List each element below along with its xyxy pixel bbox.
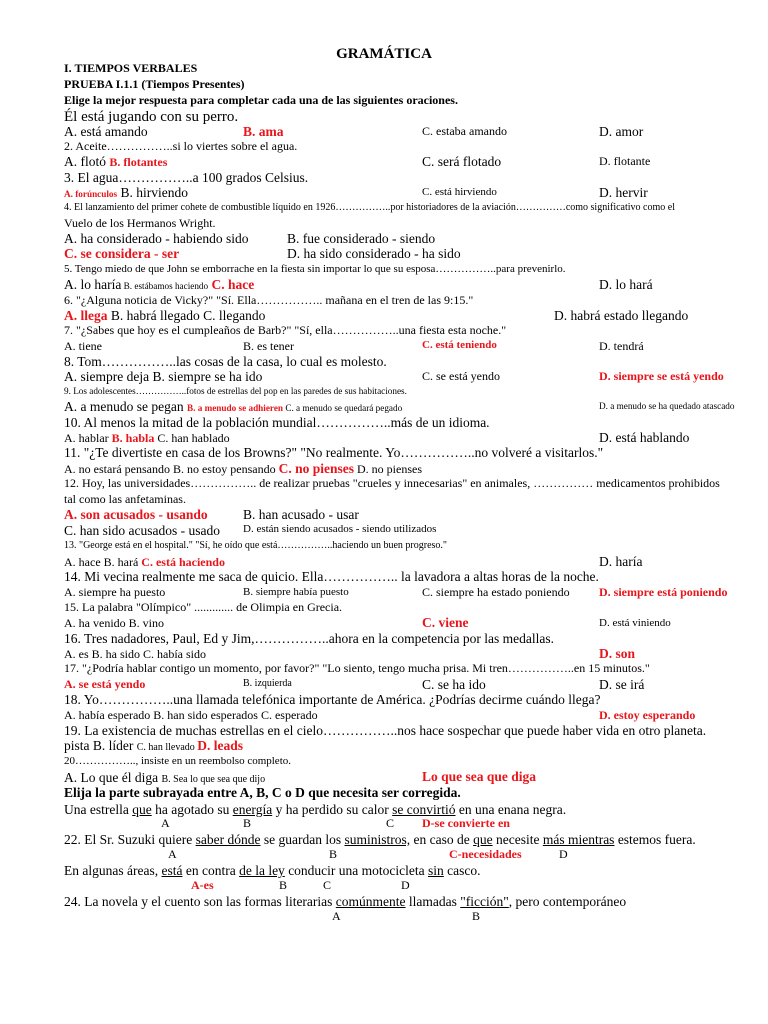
question-stem: 19. La existencia de muchas estrellas en el cielo……………..nos hace sospechar que puede haber vida en otro planeta. [64, 723, 707, 738]
option-d: D. está viniendo [599, 617, 671, 629]
option-d: D. flotante [599, 154, 651, 168]
option-d: D. habrá estado llegando [554, 308, 689, 323]
option-d: D. está hablando [599, 430, 690, 445]
question-stem: 14. Mi vecina realmente me saca de quicio. Ella…………….. la lavadora a altas horas de la noche. [64, 569, 599, 584]
options-ab: A. ha venido B. vino [64, 616, 164, 630]
option-d: D. haría [599, 554, 643, 569]
option-b: B. fue considerado - siendo [287, 231, 436, 246]
options-ab: A. siempre deja B. siempre se ha ido [64, 369, 263, 384]
question-24-sentence: 24. La novela y el cuento son las formas literarias comúnmente llamadas "ficción", pero contemporáneo [64, 894, 627, 909]
option-c-answer: C. está teniendo [422, 339, 497, 351]
option-d-answer: D. siempre se está yendo [599, 369, 724, 383]
option-c: C. se ha ido [422, 677, 486, 692]
label-c: C [323, 878, 332, 892]
option-c-answer: C. se considera - ser [64, 246, 180, 261]
test-heading: PRUEBA I.1.1 (Tiempos Presentes) [64, 77, 245, 91]
question-23-sentence: En algunas áreas, está en contra de la ley conducir una motocicleta sin casco. [64, 863, 481, 878]
option-d: D. hervir [599, 185, 648, 200]
label-d: D [401, 878, 410, 892]
question-stem: 6. "¿Alguna noticia de Vicky?" "Sí. Ella…………….. mañana en el tren de las 9:15." [64, 293, 474, 307]
option-c: C. se está yendo [422, 369, 500, 383]
question-stem: 12. Hoy, las universidades…………….. de realizar pruebas "crueles y innecesarias" en animales, …………… medicamentos prohibidos [64, 476, 720, 490]
label-a: A [332, 909, 341, 923]
question-stem: 3. El agua……………..a 100 grados Celsius. [64, 170, 309, 185]
option-a-answer: A. llega [64, 308, 108, 323]
question-22-sentence: 22. El Sr. Suzuki quiere saber dónde se guardan los suministros, en caso de que necesite más mientras estemos fuera. [64, 832, 696, 847]
option-b-answer: B. habla [111, 431, 155, 445]
option-a: A. ha considerado - habiendo sido [64, 231, 249, 246]
label-a-answer: A-es [191, 878, 214, 892]
section-heading: I. TIEMPOS VERBALES [64, 61, 198, 75]
question-stem: 13. "George está en el hospital." "Sí, he oído que está……………..haciendo un buen progreso." [64, 540, 448, 551]
option-d-answer: D. estoy esperando [599, 708, 696, 722]
question-stem: 4. El lanzamiento del primer cohete de combustible líquido en 1926……………..por historiadores de la aviación……………como significativo como el [64, 202, 675, 213]
question-stem: 2. Aceite……………..si lo viertes sobre el agua. [64, 139, 298, 153]
label-d-answer: D-se convierte en [422, 816, 510, 830]
option-d: D. ha sido considerado - ha sido [287, 246, 461, 261]
label-b: B [279, 878, 288, 892]
question-stem: 7. "¿Sabes que hoy es el cumpleaños de Barb?" "Sí, ella……………..una fiesta esta noche." [64, 323, 507, 337]
question-stem: 18. Yo……………..una llamada telefónica importante de América. ¿Podrías decirme cuándo llega? [64, 692, 601, 707]
option-c: C. será flotado [422, 154, 502, 169]
question-stem: 17. "¿Podría hablar contigo un momento, por favor?" "Lo siento, tengo mucha prisa. Mi tren……………..en 15 minutos." [64, 661, 650, 675]
question-stem: Él está jugando con su perro. [64, 109, 239, 125]
label-d: D [559, 847, 568, 861]
options-abcd: A. no estará pensando B. no estoy pensando C. no pienses D. no pienses [64, 461, 423, 476]
option-b: B. han acusado - usar [243, 507, 359, 522]
option-d: D. amor [599, 124, 644, 139]
options-abcd: pista B. líder C. han llevado D. leads [64, 738, 244, 753]
question-stem: 8. Tom……………..las cosas de la casa, lo cual es molesto. [64, 354, 387, 369]
question-stem: 9. Los adolescentes……………..fotos de estrellas del pop en las paredes de sus habitaciones. [64, 386, 407, 396]
label-a: A [161, 816, 170, 830]
option-b: B. izquierda [243, 678, 292, 689]
option-a: A. flotó B. flotantes [64, 154, 168, 169]
options-abc: A. hablar B. habla C. han hablado [64, 431, 230, 445]
option-a-answer: A. son acusados - usando [64, 507, 208, 522]
option-c: C. han sido acusados - usado [64, 523, 220, 538]
question-stem: 5. Tengo miedo de que John se emborrache en la fiesta sin importar lo que su esposa……………..para prevenirlo. [64, 263, 566, 275]
question-stem: 11. "¿Te divertiste en casa de los Browns?" "No realmente. Yo……………..no volveré a visitarlos." [64, 445, 604, 460]
option-a-answer: A. se está yendo [64, 677, 146, 691]
option-d: D. lo hará [599, 277, 653, 292]
option-c: C. estaba amando [422, 124, 507, 138]
label-c-answer: C-necesidades [449, 847, 522, 861]
question-stem: 10. Al menos la mitad de la población mundial……………..más de un idioma. [64, 415, 490, 430]
label-b: B [329, 847, 338, 861]
option-c-answer: C. no pienses [278, 461, 355, 476]
option-d-answer: D. son [599, 646, 636, 661]
label-c: C [386, 816, 395, 830]
option-c: C. siempre ha estado poniendo [422, 585, 570, 599]
options-abc: A. hace B. hará C. está haciendo [64, 555, 225, 569]
label-b: B [243, 816, 252, 830]
option-a: A. tiene [64, 339, 102, 353]
instruction: Elige la mejor respuesta para completar cada una de las siguientes oraciones. [64, 93, 458, 107]
option-d-answer: D. siempre está poniendo [599, 585, 728, 599]
option-b-answer: B. flotantes [109, 155, 168, 169]
options-ab: A. Lo que él diga B. Sea lo que sea que dijo [64, 770, 266, 785]
question-stem: 15. La palabra "Olímpico" ............. de Olimpia en Grecia. [64, 600, 343, 614]
option-a-answer: A. forúnculos [64, 189, 118, 199]
option-c-answer: C. viene [422, 615, 469, 630]
label-a: A [168, 847, 177, 861]
option-d-answer: Lo que sea que diga [422, 769, 537, 784]
option-c-answer: C. hace [211, 277, 255, 292]
option-a: A. siempre ha puesto [64, 585, 166, 599]
options-abc: A. a menudo se pegan B. a menudo se adhieren C. a menudo se quedará pegado [64, 399, 403, 414]
option-d: D. se irá [599, 677, 645, 692]
options-abc: A. es B. ha sido C. había sido [64, 647, 206, 661]
option-b: B. es tener [243, 339, 294, 353]
question-stem: 16. Tres nadadores, Paul, Ed y Jim,……………..ahora en la competencia por las medallas. [64, 631, 555, 646]
option-c-answer: C. está haciendo [141, 555, 225, 569]
options-abc: A. llega B. habrá llegado C. llegando [64, 308, 266, 323]
section-instruction: Elija la parte subrayada entre A, B, C o D que necesita ser corregida. [64, 785, 461, 800]
option-d: D. a menudo se ha quedado atascado [599, 401, 735, 411]
options-abc: A. lo haría B. estábamos haciendo C. hace [64, 277, 255, 292]
question-stem-cont: Vuelo de los Hermanos Wright. [64, 216, 216, 230]
option-a: A. está amando [64, 124, 148, 139]
option-b: B. siempre había puesto [243, 586, 349, 598]
option-d: D. están siendo acusados - siendo utilizados [243, 523, 437, 535]
question-stem: 20…………….., insiste en un reembolso completo. [64, 755, 291, 767]
page-title: GRAMÁTICA [336, 46, 432, 62]
option-d: D. tendrá [599, 339, 644, 353]
option-b-answer: B. a menudo se adhieren [186, 403, 284, 413]
question-stem-cont: tal como las anfetaminas. [64, 492, 186, 506]
option-c: C. está hirviendo [422, 186, 497, 198]
option-d-answer: D. leads [197, 738, 244, 753]
options-abc: A. había esperado B. han sido esperados C. esperado [64, 708, 318, 722]
option-b-answer: B. ama [243, 124, 284, 139]
label-b: B [472, 909, 481, 923]
question-21-sentence: Una estrella que ha agotado su energía y ha perdido su calor se convirtió en una enana negra. [64, 802, 567, 817]
options-ab: A. forúnculos B. hirviendo [64, 185, 188, 200]
